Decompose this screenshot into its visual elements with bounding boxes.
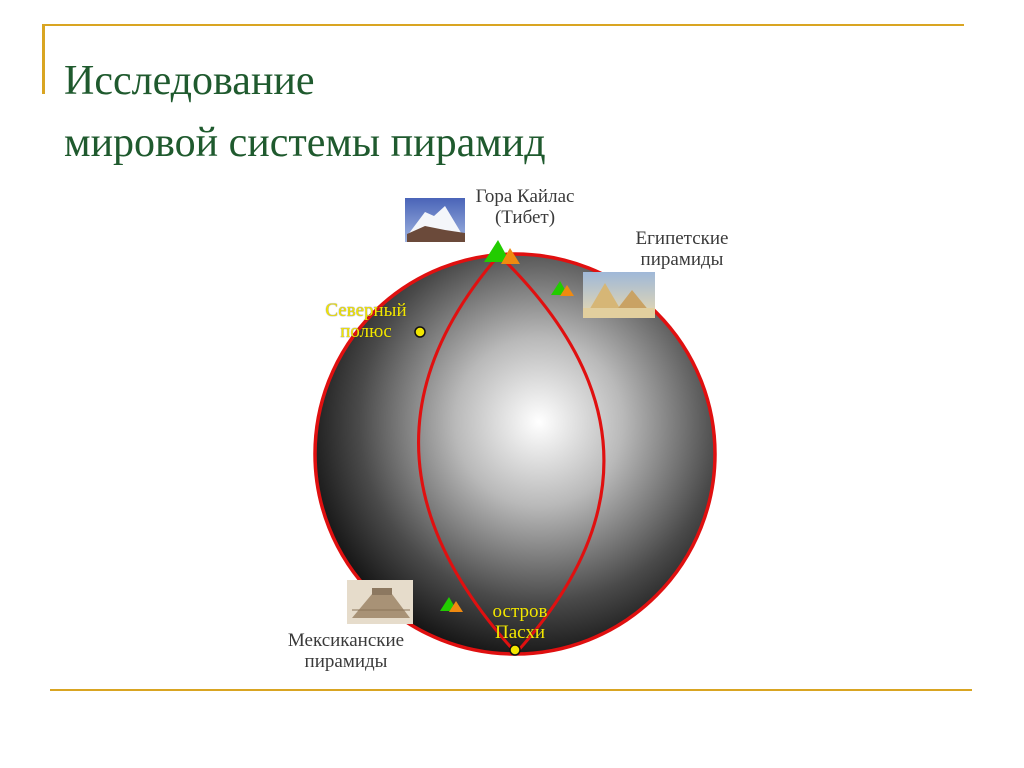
label-mexico-line2: пирамиды xyxy=(304,651,388,672)
title-line-2: мировой системы пирамид xyxy=(64,120,546,166)
label-kailas xyxy=(460,186,590,228)
label-north-pole-line1: Северный xyxy=(325,300,407,321)
label-north-pole-line2: полюс xyxy=(340,321,392,342)
label-mexico-line1: Мексиканские xyxy=(287,630,405,651)
label-kailas-line1: Гора Кайлас xyxy=(475,186,575,207)
mexico-photo xyxy=(347,580,413,624)
label-egypt-line2: пирамиды xyxy=(640,249,724,270)
label-north-pole xyxy=(306,300,426,342)
easter-island-dot xyxy=(510,645,520,655)
kailas-marker xyxy=(484,240,520,264)
label-egypt xyxy=(616,228,748,270)
label-kailas-line2: (Тибет) xyxy=(494,207,556,228)
label-egypt-line1: Египетские xyxy=(635,228,729,249)
label-easter-line2: Пасхи xyxy=(494,622,545,643)
kailas-photo xyxy=(405,198,465,242)
label-easter-island xyxy=(470,601,570,643)
egypt-photo xyxy=(583,272,655,318)
label-mexico xyxy=(262,630,430,672)
title-line-1: Исследование xyxy=(64,58,315,104)
label-easter-line1: остров xyxy=(492,601,548,622)
bottom-rule xyxy=(50,689,972,691)
